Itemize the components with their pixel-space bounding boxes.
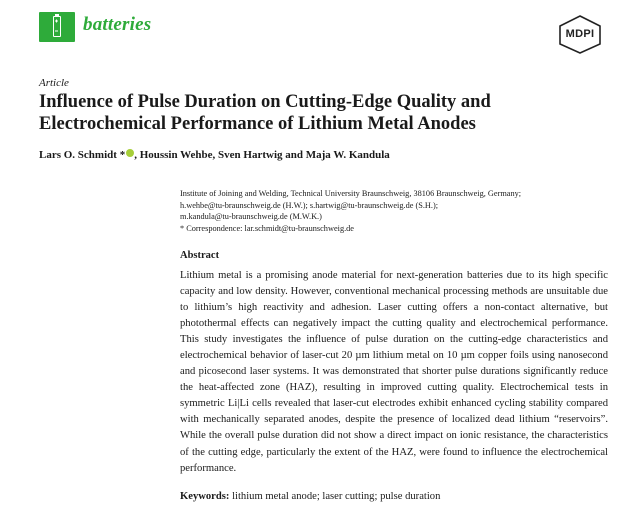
corresponding-mark: *: [119, 149, 126, 161]
article-type: Article: [39, 77, 69, 89]
battery-icon: [39, 12, 75, 42]
orcid-icon[interactable]: [126, 149, 134, 157]
abstract-heading: Abstract: [180, 250, 220, 261]
author-others: , Houssin Wehbe, Sven Hartwig and Maja W. Kandula: [134, 149, 390, 161]
mdpi-logo: [557, 14, 603, 54]
battery-terminals-icon: [54, 17, 60, 35]
author-list: [39, 149, 390, 161]
abstract-text: Lithium metal is a promising anode material for next-generation batteries due to its high specific capacity and low density. However, conventional mechanical processing methods are unsuitable due to lithium’s high reactivity and adhesion. Laser cutting offers a non-contact alternative, but photothermal effects can negatively impact the cutting quality and electrochemical performance. This study investigates the influence of pulse duration on the cutting-edge characteristics and electrochemical behavior of laser-cut 20 µm lithium metal on 10 µm copper foils using nanosecond and picosecond laser systems. It was demonstrated that shorter pulse durations significantly reduce the heat-affected zone (HAZ), resulting in improved cutting quality. Electrochemical tests in symmetric Li|Li cells revealed that laser-cut electrodes exhibit enhanced cycling stability compared with mechanically separated anodes, despite the presence of localized dead lithium “reservoirs”. While the overall pulse duration did not show a direct impact on ionic resistance, the characteristics of the cutting edge, particularly the extent of the HAZ, were found to influence the electrochemical performance.: [180, 270, 608, 474]
keywords-label: Keywords:: [180, 491, 230, 502]
email-line[interactable]: h.wehbe@tu-braunschweig.de (H.W.); s.hartwig@tu-braunschweig.de (S.H.);: [180, 200, 439, 210]
affiliation-line: Institute of Joining and Welding, Technical University Braunschweig, 38106 Braunschweig, Germany;: [180, 189, 522, 198]
author-first[interactable]: Lars O. Schmidt: [39, 149, 117, 161]
correspondence-line[interactable]: * Correspondence: lar.schmidt@tu-braunschweig.de: [180, 223, 354, 233]
journal-name: batteries: [83, 14, 152, 35]
keywords: [180, 491, 440, 502]
article-title: Influence of Pulse Duration on Cutting-Edge Quality and Electrochemical Performance of Lithium Metal Anodes: [39, 92, 491, 134]
publisher-name: MDPI: [565, 28, 595, 40]
affiliations: [180, 188, 600, 234]
battery-body: [53, 16, 61, 37]
keywords-text: lithium metal anode; laser cutting; pulse duration: [229, 491, 441, 502]
email-line[interactable]: m.kandula@tu-braunschweig.de (M.W.K.): [180, 212, 322, 221]
